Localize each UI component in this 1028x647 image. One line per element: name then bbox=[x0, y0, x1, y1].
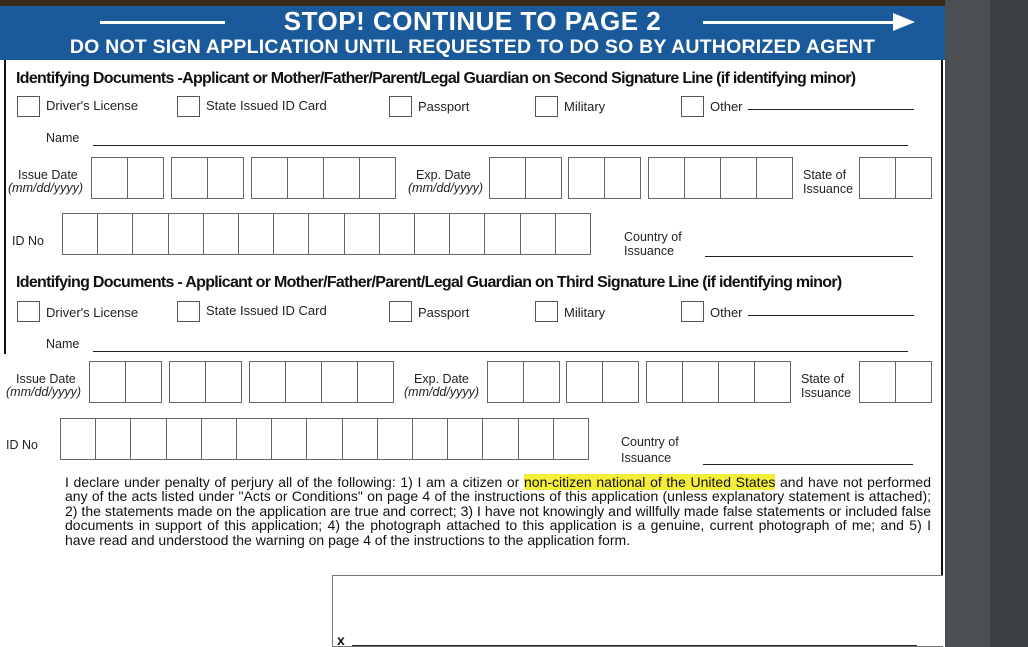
checkbox-label: Driver's License bbox=[46, 98, 139, 113]
id-no-box[interactable] bbox=[306, 418, 342, 460]
signature-line[interactable] bbox=[352, 645, 917, 646]
checkbox-military-2[interactable] bbox=[535, 301, 558, 322]
id-no-box[interactable] bbox=[97, 213, 133, 255]
id-no-box[interactable] bbox=[553, 418, 589, 460]
id-no-box[interactable] bbox=[412, 418, 448, 460]
exp-date-box[interactable] bbox=[718, 361, 755, 403]
name-label: Name bbox=[46, 337, 80, 351]
issue-date-box[interactable] bbox=[251, 157, 288, 199]
section-heading-second-signature: Identifying Documents -Applicant or Mother/Father/Parent/Legal Guardian on Second Signature Line (if identifying minor) bbox=[16, 70, 856, 87]
checkbox-label: Passport bbox=[418, 305, 470, 320]
other-specify-line-2[interactable] bbox=[748, 315, 914, 316]
exp-date-box[interactable] bbox=[648, 157, 685, 199]
id-no-box[interactable] bbox=[130, 418, 166, 460]
date-format-label: (mm/dd/yyyy) bbox=[8, 181, 83, 195]
checkbox-military-1[interactable] bbox=[535, 96, 558, 117]
id-no-label: ID No bbox=[6, 438, 38, 452]
state-label: State of bbox=[803, 168, 847, 182]
id-no-box[interactable] bbox=[238, 213, 274, 255]
date-format-label: (mm/dd/yyyy) bbox=[6, 385, 81, 399]
checkbox-other-2[interactable] bbox=[681, 301, 704, 322]
exp-date-label: Exp. Date bbox=[414, 372, 469, 386]
issue-date-box[interactable] bbox=[127, 157, 164, 199]
exp-date-box[interactable] bbox=[525, 157, 562, 199]
declaration-text bbox=[65, 475, 931, 547]
name-line-2[interactable] bbox=[93, 351, 908, 352]
state-box[interactable] bbox=[895, 361, 932, 403]
issue-date-box[interactable] bbox=[89, 361, 126, 403]
exp-date-box[interactable] bbox=[489, 157, 526, 199]
checkbox-passport-1[interactable] bbox=[389, 96, 412, 117]
issue-date-box[interactable] bbox=[207, 157, 244, 199]
id-no-box[interactable] bbox=[449, 213, 485, 255]
id-no-box[interactable] bbox=[308, 213, 344, 255]
id-no-label: ID No bbox=[12, 234, 44, 248]
issue-date-box[interactable] bbox=[357, 361, 394, 403]
date-format-label: (mm/dd/yyyy) bbox=[408, 181, 483, 195]
id-no-box[interactable] bbox=[95, 418, 131, 460]
id-no-box[interactable] bbox=[344, 213, 380, 255]
page-border-right bbox=[941, 60, 943, 647]
state-label: Issuance bbox=[803, 182, 854, 196]
checkbox-label: Military bbox=[564, 99, 606, 114]
exp-date-box[interactable] bbox=[720, 157, 757, 199]
issue-date-box[interactable] bbox=[359, 157, 396, 199]
id-no-box[interactable] bbox=[414, 213, 450, 255]
checkbox-drivers-license-2[interactable] bbox=[17, 301, 40, 322]
page-border-left bbox=[4, 60, 6, 354]
exp-date-box[interactable] bbox=[604, 157, 641, 199]
exp-date-box[interactable] bbox=[682, 361, 719, 403]
issue-date-box[interactable] bbox=[323, 157, 360, 199]
id-no-box[interactable] bbox=[60, 418, 96, 460]
exp-date-box[interactable] bbox=[646, 361, 683, 403]
id-no-box[interactable] bbox=[482, 418, 518, 460]
checkbox-label: Other bbox=[710, 99, 743, 114]
id-no-box[interactable] bbox=[62, 213, 98, 255]
id-no-box[interactable] bbox=[166, 418, 202, 460]
issue-date-box[interactable] bbox=[125, 361, 162, 403]
id-no-box[interactable] bbox=[201, 418, 237, 460]
country-label: Issuance bbox=[624, 244, 675, 258]
exp-date-box[interactable] bbox=[756, 157, 793, 199]
checkbox-label: State Issued ID Card bbox=[206, 98, 327, 113]
id-no-box[interactable] bbox=[132, 213, 168, 255]
exp-date-box[interactable] bbox=[754, 361, 791, 403]
id-no-box[interactable] bbox=[447, 418, 483, 460]
issue-date-label: Issue Date bbox=[16, 372, 76, 386]
arrow-right-icon bbox=[893, 13, 915, 31]
state-box[interactable] bbox=[895, 157, 932, 199]
other-specify-line-1[interactable] bbox=[748, 109, 914, 110]
id-no-box[interactable] bbox=[484, 213, 520, 255]
checkbox-label: Military bbox=[564, 305, 606, 320]
checkbox-passport-2[interactable] bbox=[389, 301, 412, 322]
highlighted-text: non-citizen national of the United States bbox=[524, 474, 776, 490]
checkbox-other-1[interactable] bbox=[681, 96, 704, 117]
id-no-box[interactable] bbox=[379, 213, 415, 255]
country-label: Issuance bbox=[621, 451, 672, 465]
signature-mark: x bbox=[337, 632, 345, 647]
exp-date-box[interactable] bbox=[568, 157, 605, 199]
state-box[interactable] bbox=[859, 157, 896, 199]
id-no-box[interactable] bbox=[342, 418, 378, 460]
country-label: Country of bbox=[624, 230, 682, 244]
exp-date-label: Exp. Date bbox=[416, 168, 471, 182]
signature-box[interactable] bbox=[332, 575, 943, 647]
name-line-1[interactable] bbox=[93, 145, 908, 146]
issue-date-box[interactable] bbox=[249, 361, 286, 403]
stop-banner bbox=[0, 6, 945, 60]
scrollbar[interactable] bbox=[990, 0, 1028, 647]
declaration-part-2: and have not performed any of the acts listed under "Acts or Conditions" on page 4 of the instructions of this application (unless explanatory statement is attached); 2) the statements made on the application are true and correct; 3) I have not knowingly and willfully made false statements or included false documents in support of this application; 4) the photograph attached to this application is a genuine, current photograph of me; and 5) I have read and understood the warning on page 4 of the instructions to the application form. bbox=[65, 474, 931, 548]
checkbox-label: State Issued ID Card bbox=[206, 303, 327, 318]
issue-date-box[interactable] bbox=[321, 361, 358, 403]
exp-date-box[interactable] bbox=[523, 361, 560, 403]
checkbox-label: Other bbox=[710, 305, 743, 320]
id-no-box[interactable] bbox=[236, 418, 272, 460]
section-heading-third-signature: Identifying Documents - Applicant or Mother/Father/Parent/Legal Guardian on Third Signature Line (if identifying minor) bbox=[16, 274, 842, 291]
country-line-1[interactable] bbox=[705, 256, 913, 257]
id-no-box[interactable] bbox=[271, 418, 307, 460]
id-no-box[interactable] bbox=[377, 418, 413, 460]
declaration-part-1: I declare under penalty of perjury all of the following: 1) I am a citizen or bbox=[65, 474, 525, 490]
country-line-2[interactable] bbox=[703, 464, 913, 465]
issue-date-box[interactable] bbox=[287, 157, 324, 199]
checkbox-label: Passport bbox=[418, 99, 470, 114]
issue-date-box[interactable] bbox=[285, 361, 322, 403]
id-no-box[interactable] bbox=[168, 213, 204, 255]
id-no-box[interactable] bbox=[555, 213, 591, 255]
checkbox-drivers-license-1[interactable] bbox=[17, 96, 40, 117]
exp-date-box[interactable] bbox=[487, 361, 524, 403]
country-label: Country of bbox=[621, 435, 679, 449]
checkbox-state-id-2[interactable] bbox=[177, 301, 200, 322]
issue-date-box[interactable] bbox=[205, 361, 242, 403]
exp-date-box[interactable] bbox=[602, 361, 639, 403]
id-no-box[interactable] bbox=[520, 213, 556, 255]
banner-title: STOP! CONTINUE TO PAGE 2 bbox=[283, 6, 662, 36]
id-no-box[interactable] bbox=[518, 418, 554, 460]
banner-arrow-right-line bbox=[703, 21, 895, 24]
banner-subtitle: DO NOT SIGN APPLICATION UNTIL REQUESTED TO DO SO BY AUTHORIZED AGENT bbox=[69, 36, 876, 58]
checkbox-state-id-1[interactable] bbox=[177, 96, 200, 117]
name-label: Name bbox=[46, 131, 80, 145]
checkbox-label: Driver's License bbox=[46, 305, 139, 320]
state-label: Issuance bbox=[801, 386, 852, 400]
issue-date-label: Issue Date bbox=[18, 168, 78, 182]
issue-date-box[interactable] bbox=[91, 157, 128, 199]
date-format-label: (mm/dd/yyyy) bbox=[404, 385, 479, 399]
state-label: State of bbox=[801, 372, 845, 386]
state-box[interactable] bbox=[859, 361, 896, 403]
issue-date-box[interactable] bbox=[169, 361, 206, 403]
exp-date-box[interactable] bbox=[684, 157, 721, 199]
id-no-box[interactable] bbox=[273, 213, 309, 255]
issue-date-box[interactable] bbox=[171, 157, 208, 199]
id-no-box[interactable] bbox=[203, 213, 239, 255]
exp-date-box[interactable] bbox=[566, 361, 603, 403]
